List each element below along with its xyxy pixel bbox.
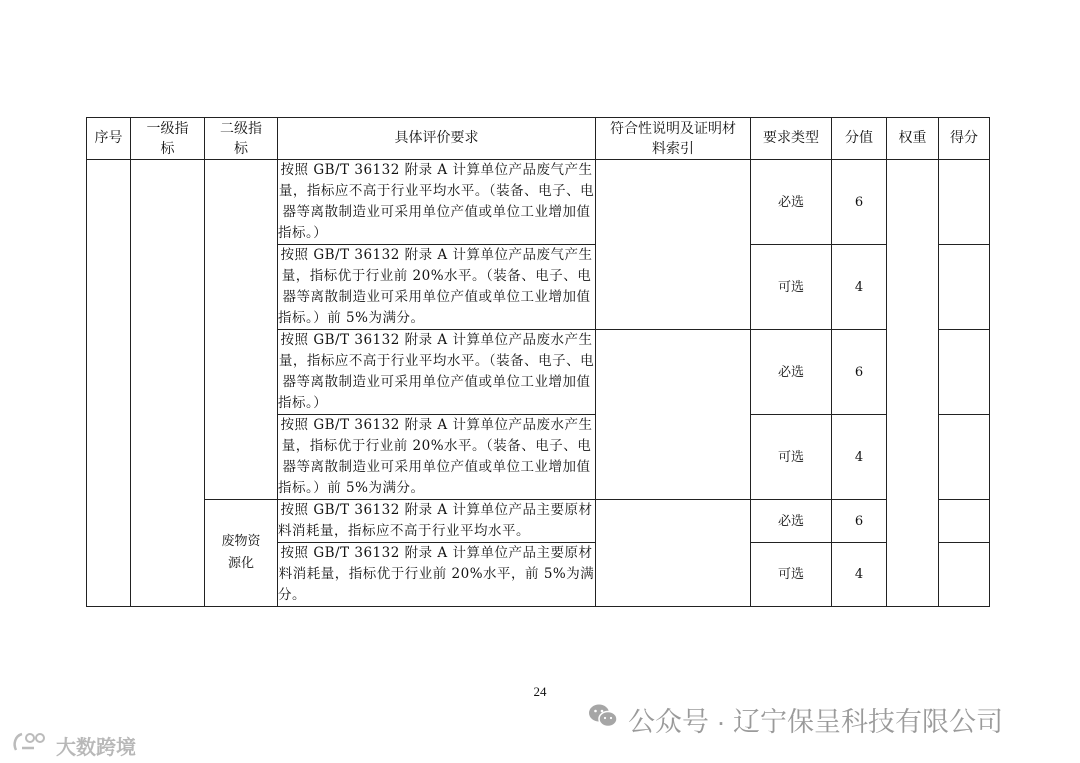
weight-cell xyxy=(887,160,939,607)
result-cell xyxy=(939,160,990,245)
requirement-cell: 按照 GB/T 36132 附录 A 计算单位产品废气产生量，指标优于行业前 20%水平。（装备、电子、电器等离散制造业可采用单位产值或单位工业增加值指标。）前 5%为满分。 xyxy=(278,245,596,330)
result-cell xyxy=(939,500,990,543)
wechat-icon xyxy=(588,703,618,736)
requirement-cell: 按照 GB/T 36132 附录 A 计算单位产品废水产生量，指标优于行业前 20%水平。（装备、电子、电器等离散制造业可采用单位产值或单位工业增加值指标。）前 5%为满分。 xyxy=(278,415,596,500)
evidence-cell xyxy=(596,160,751,330)
watermark-account-text: 公众号 · 辽宁保呈科技有限公司 xyxy=(628,707,1003,737)
header-level2: 二级指标 xyxy=(205,118,278,160)
requirement-cell: 按照 GB/T 36132 附录 A 计算单位产品废水产生量，指标应不高于行业平均水平。（装备、电子、电器等离散制造业可采用单位产值或单位工业增加值指标。） xyxy=(278,330,596,415)
brand-logo-icon xyxy=(12,730,52,760)
watermark-brand xyxy=(12,730,136,760)
level1-cell xyxy=(131,160,205,607)
header-weight: 权重 xyxy=(887,118,939,160)
score-cell: 4 xyxy=(832,245,887,330)
score-cell: 4 xyxy=(832,415,887,500)
header-score: 分值 xyxy=(832,118,887,160)
score-cell: 6 xyxy=(832,500,887,543)
req-type-cell: 必选 xyxy=(751,500,832,543)
page-number: 24 xyxy=(533,684,547,699)
result-cell xyxy=(939,245,990,330)
header-row xyxy=(87,118,990,160)
watermark-account xyxy=(588,700,1003,739)
result-cell xyxy=(939,543,990,607)
evidence-cell xyxy=(596,500,751,607)
header-evidence: 符合性说明及证明材料索引 xyxy=(596,118,751,160)
table-row xyxy=(87,160,990,245)
level2-cell: 废物资源化 xyxy=(205,500,278,607)
req-type-cell: 可选 xyxy=(751,415,832,500)
req-type-cell: 必选 xyxy=(751,330,832,415)
requirement-cell: 按照 GB/T 36132 附录 A 计算单位产品主要原材料消耗量，指标应不高于行业平均水平。 xyxy=(278,500,596,543)
header-result: 得分 xyxy=(939,118,990,160)
header-seq: 序号 xyxy=(87,118,131,160)
req-type-cell: 必选 xyxy=(751,160,832,245)
req-type-cell: 可选 xyxy=(751,245,832,330)
watermark-brand-text: 大数跨境 xyxy=(56,736,136,759)
result-cell xyxy=(939,330,990,415)
header-req-type: 要求类型 xyxy=(751,118,832,160)
level2-cell-empty xyxy=(205,160,278,500)
req-type-cell: 可选 xyxy=(751,543,832,607)
score-cell: 6 xyxy=(832,160,887,245)
evaluation-table xyxy=(86,117,990,607)
score-cell: 6 xyxy=(832,330,887,415)
evidence-cell xyxy=(596,330,751,500)
requirement-cell: 按照 GB/T 36132 附录 A 计算单位产品废气产生量，指标应不高于行业平均水平。（装备、电子、电器等离散制造业可采用单位产值或单位工业增加值指标。） xyxy=(278,160,596,245)
header-level1: 一级指标 xyxy=(131,118,205,160)
seq-cell xyxy=(87,160,131,607)
requirement-cell: 按照 GB/T 36132 附录 A 计算单位产品主要原材料消耗量，指标优于行业前 20%水平，前 5%为满分。 xyxy=(278,543,596,607)
header-requirement: 具体评价要求 xyxy=(278,118,596,160)
result-cell xyxy=(939,415,990,500)
score-cell: 4 xyxy=(832,543,887,607)
table-row xyxy=(87,500,990,543)
